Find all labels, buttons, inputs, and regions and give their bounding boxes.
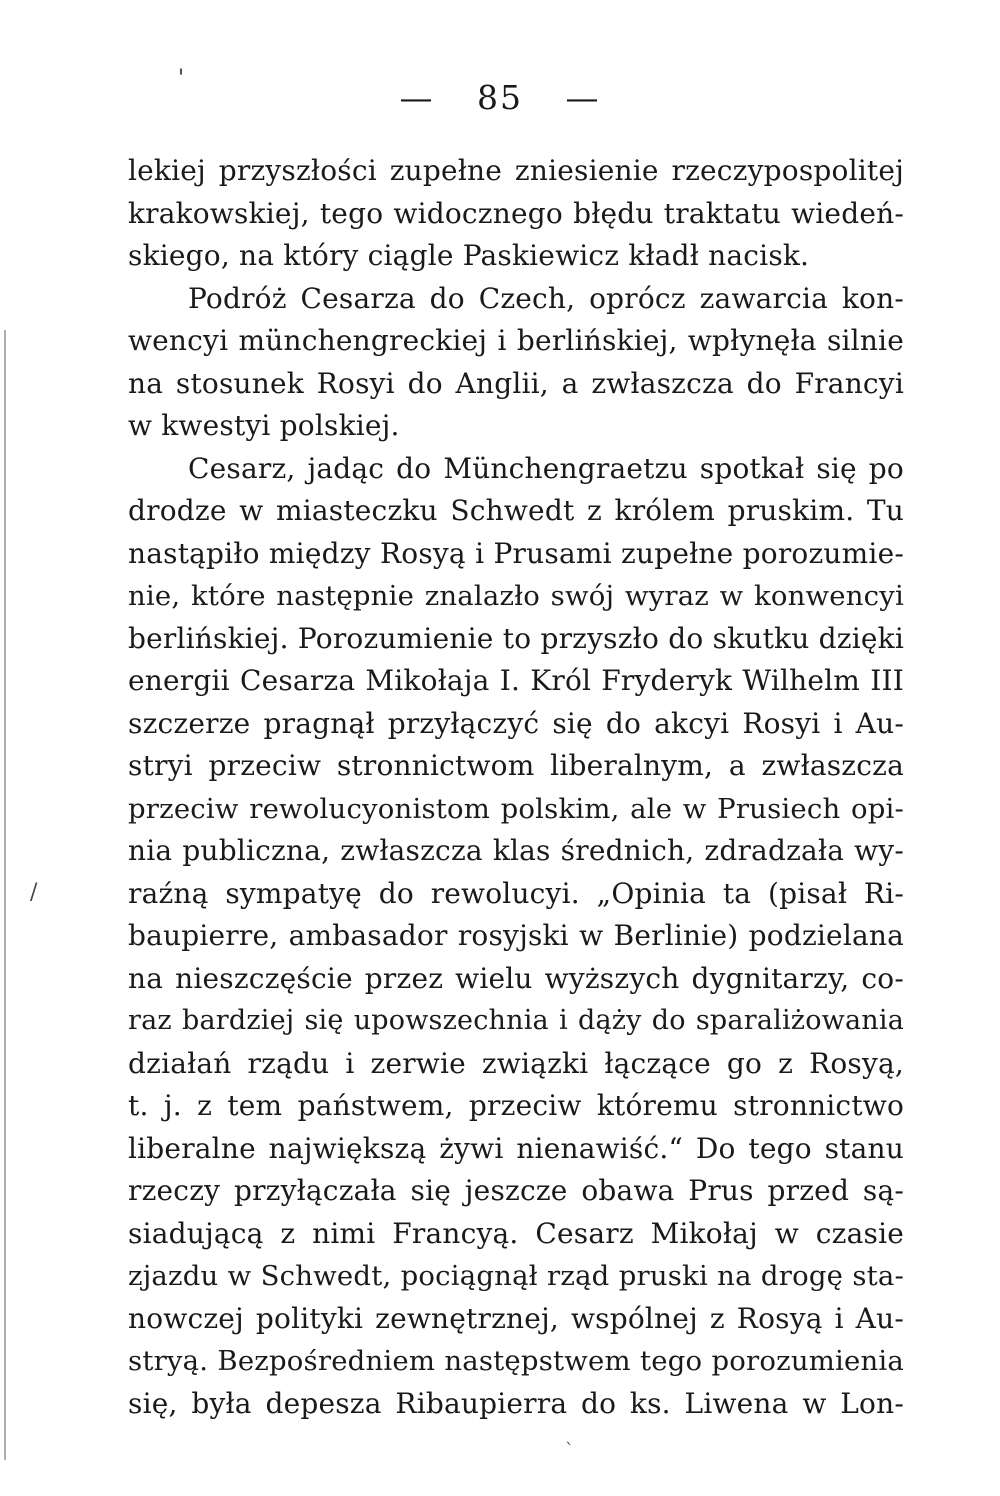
text-line: szczerze pragnął przyłączyć się do akcyi Rosyi i Au- [128,706,904,740]
page-binding-edge [4,330,6,1460]
text-line: drodze w miasteczku Schwedt z królem pruskim. Tu [128,494,904,527]
stray-tick-mark: ' [178,66,185,91]
text-line: na nieszczęście przez wielu wyższych dygnitarzy, co- [128,961,904,995]
text-line: nastąpiło między Rosyą i Prusami zupełne porozumie- [128,536,904,570]
text-line: Cesarz, jadąc do Münchengraetzu spotkał się po [188,451,904,485]
text-line: stryi przeciw stronnictwom liberalnym, a zwłaszcza [128,749,904,782]
stray-bottom-mark: ` [565,1440,574,1461]
text-line: nia publiczna, zwłaszcza klas średnich, zdradzała wy- [128,834,904,867]
text-line: t. j. z tem państwem, przeciw któremu stronnictwo [128,1089,904,1122]
text-line: Podróż Cesarza do Czech, oprócz zawarcia kon- [188,281,904,315]
page-number: 85 [477,78,523,117]
text-line: liberalne największą żywi nienawiść.“ Do tego stanu [128,1131,904,1165]
text-line: raźną sympatyę do rewolucyi. „Opinia ta (pisał Ri- [128,876,904,910]
text-line: krakowskiej, tego widocznego błędu traktatu wiedeń- [128,196,904,230]
text-line: się, była depesza Ribaupierra do ks. Liwena w Lon- [128,1386,904,1420]
text-line: na stosunek Rosyi do Anglii, a zwłaszcza do Francyi [128,366,904,400]
header-dash-right: — [565,78,601,117]
text-line: wencyi münchengreckiej i berlińskiej, wpłynęła silnie [128,324,904,357]
text-line: lekiej przyszłości zupełne zniesienie rzeczypospolitej [128,154,904,187]
text-line: siadującą z nimi Francyą. Cesarz Mikołaj w czasie [128,1216,904,1250]
text-line: nie, które następnie znalazło swój wyraz w konwencyi [128,580,904,612]
text-line: przeciw rewolucyonistom polskim, ale w Prusiech opi- [128,792,904,825]
text-line: raz bardziej się upowszechnia i dąży do sparaliżowania [128,1005,904,1036]
text-line: energii Cesarza Mikołaja I. Król Fryderyk Wilhelm III [128,664,904,697]
text-line: zjazdu w Schwedt, pociągnął rząd pruski na drogę sta- [128,1260,904,1292]
header-dash-left: — [399,78,435,117]
text-line: berlińskiej. Porozumienie to przyszło do skutku dzięki [128,621,904,655]
text-line: baupierre, ambasador rosyjski w Berlinie) podzielana [128,919,904,952]
page-header [0,78,1000,118]
text-line: skiego, na który ciągle Paskiewicz kładł nacisk. [128,239,810,272]
stray-slash-mark: / [30,880,38,905]
body-text [128,150,904,1425]
text-line: stryą. Bezpośredniem następstwem tego porozumienia [128,1345,904,1377]
text-line: rzeczy przyłączała się jeszcze obawa Prus przed są- [128,1174,904,1207]
text-line: w kwestyi polskiej. [128,409,400,442]
text-line: działań rządu i zerwie związki łączące go z Rosyą, [128,1046,904,1080]
text-line: nowczej polityki zewnętrznej, wspólnej z Rosyą i Au- [128,1301,904,1335]
